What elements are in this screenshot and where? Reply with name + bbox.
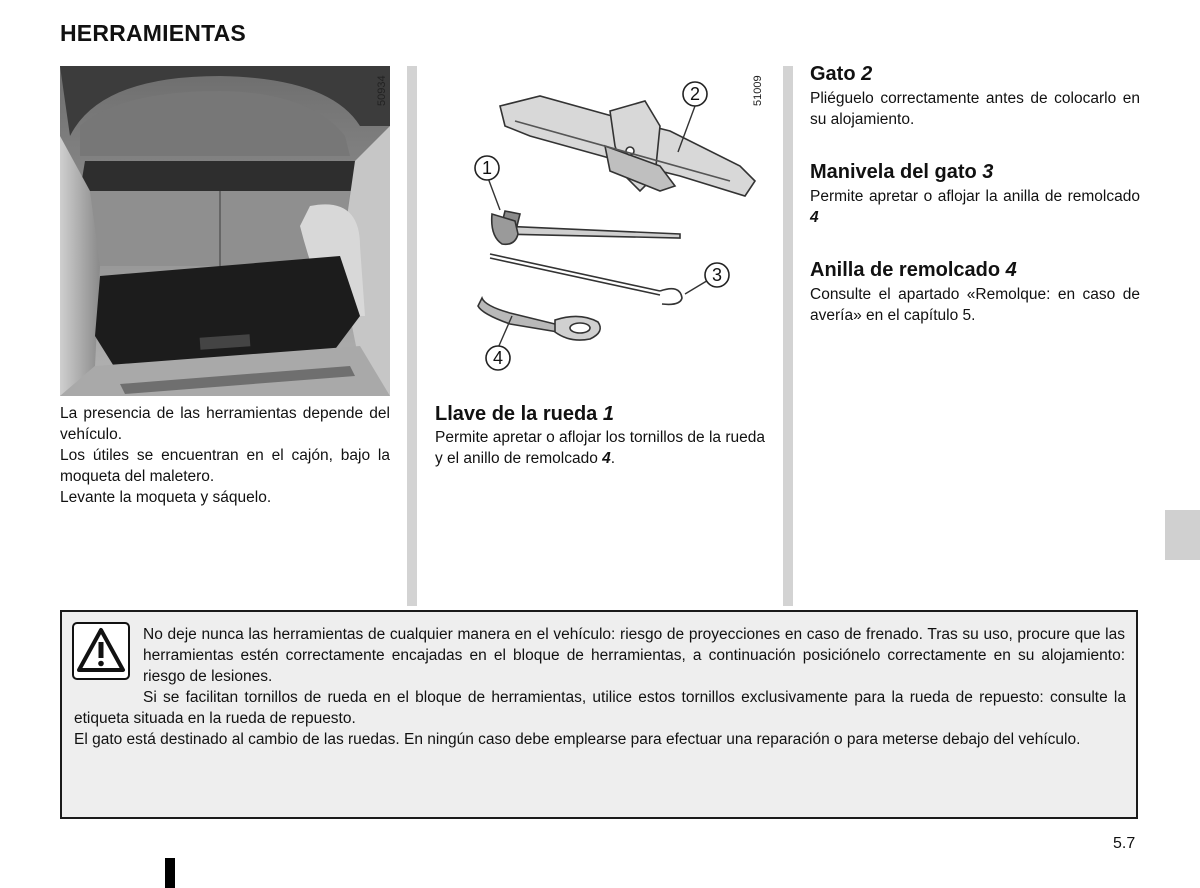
tools-location-text: Los útiles se encuentran en el cajón, bajo la moqueta del maletero. [60,447,390,485]
towing-eye-drawing [478,298,600,340]
jack-crank-text: Permite apretar o aflojar la anilla de remolcado 4 [810,188,1140,226]
wheel-wrench-heading: Llave de la rueda 1 [435,403,614,425]
tools-availability-text: La presencia de las herramientas depende del vehículo. [60,405,390,443]
towing-ring-heading: Anilla de remolcado 4 [810,259,1017,281]
jack-crank-drawing [490,254,682,304]
warning-text-1: No deje nunca las herramientas de cualquier manera en el vehículo: riesgo de proyecciones en caso de frenado. Tras su uso, procure que las herramientas estén correctamente encajadas en el bloque de herramientas, a continuación posiciónelo correctamente en su alojamiento: riesgo de lesiones. [143,626,1125,685]
section-tab [1165,510,1200,560]
trunk-photo [60,66,390,396]
wheel-wrench-drawing [492,211,680,244]
column-divider-2 [783,66,793,606]
jack-text: Pliéguelo correctamente antes de colocarlo en su alojamiento. [810,90,1140,128]
warning-text-2: Si se facilitan tornillos de rueda en el bloque de herramientas, utilice estos tornillos exclusivamente para la rueda de repuesto: consulte la etiqueta situada en la rueda de repuesto. [74,689,1126,727]
illustration-reference-code: 51009 [752,75,764,106]
towing-ring-text: Consulte el apartado «Remolque: en caso de avería» en el capítulo 5. [810,286,1140,324]
tools-illustration [430,66,780,406]
warning-triangle-icon [72,622,130,680]
jack-drawing [500,96,755,196]
wheel-wrench-text: Permite apretar o aflojar los tornillos de la rueda y el anillo de remolcado 4. [435,429,765,467]
photo-reference-code: 50934 [376,75,388,106]
callout-1-label: 1 [481,158,492,178]
jack-heading: Gato 2 [810,63,873,85]
tools-instruction-text: Levante la moqueta y sáquelo. [60,489,272,506]
column-divider-1 [407,66,417,606]
callout-3-label: 3 [711,265,722,285]
callout-4-label: 4 [492,348,503,368]
page-number: 5.7 [1113,835,1136,852]
jack-crank-heading: Manivela del gato 3 [810,161,994,183]
callout-2-label: 2 [689,84,700,104]
page-title: HERRAMIENTAS [60,20,246,46]
warning-text-3: El gato está destinado al cambio de las ruedas. En ningún caso debe emplearse para efectuar una reparación o para meterse debajo del vehículo. [74,731,1081,748]
page-edge-mark [165,858,175,888]
warning-box [60,610,1138,819]
